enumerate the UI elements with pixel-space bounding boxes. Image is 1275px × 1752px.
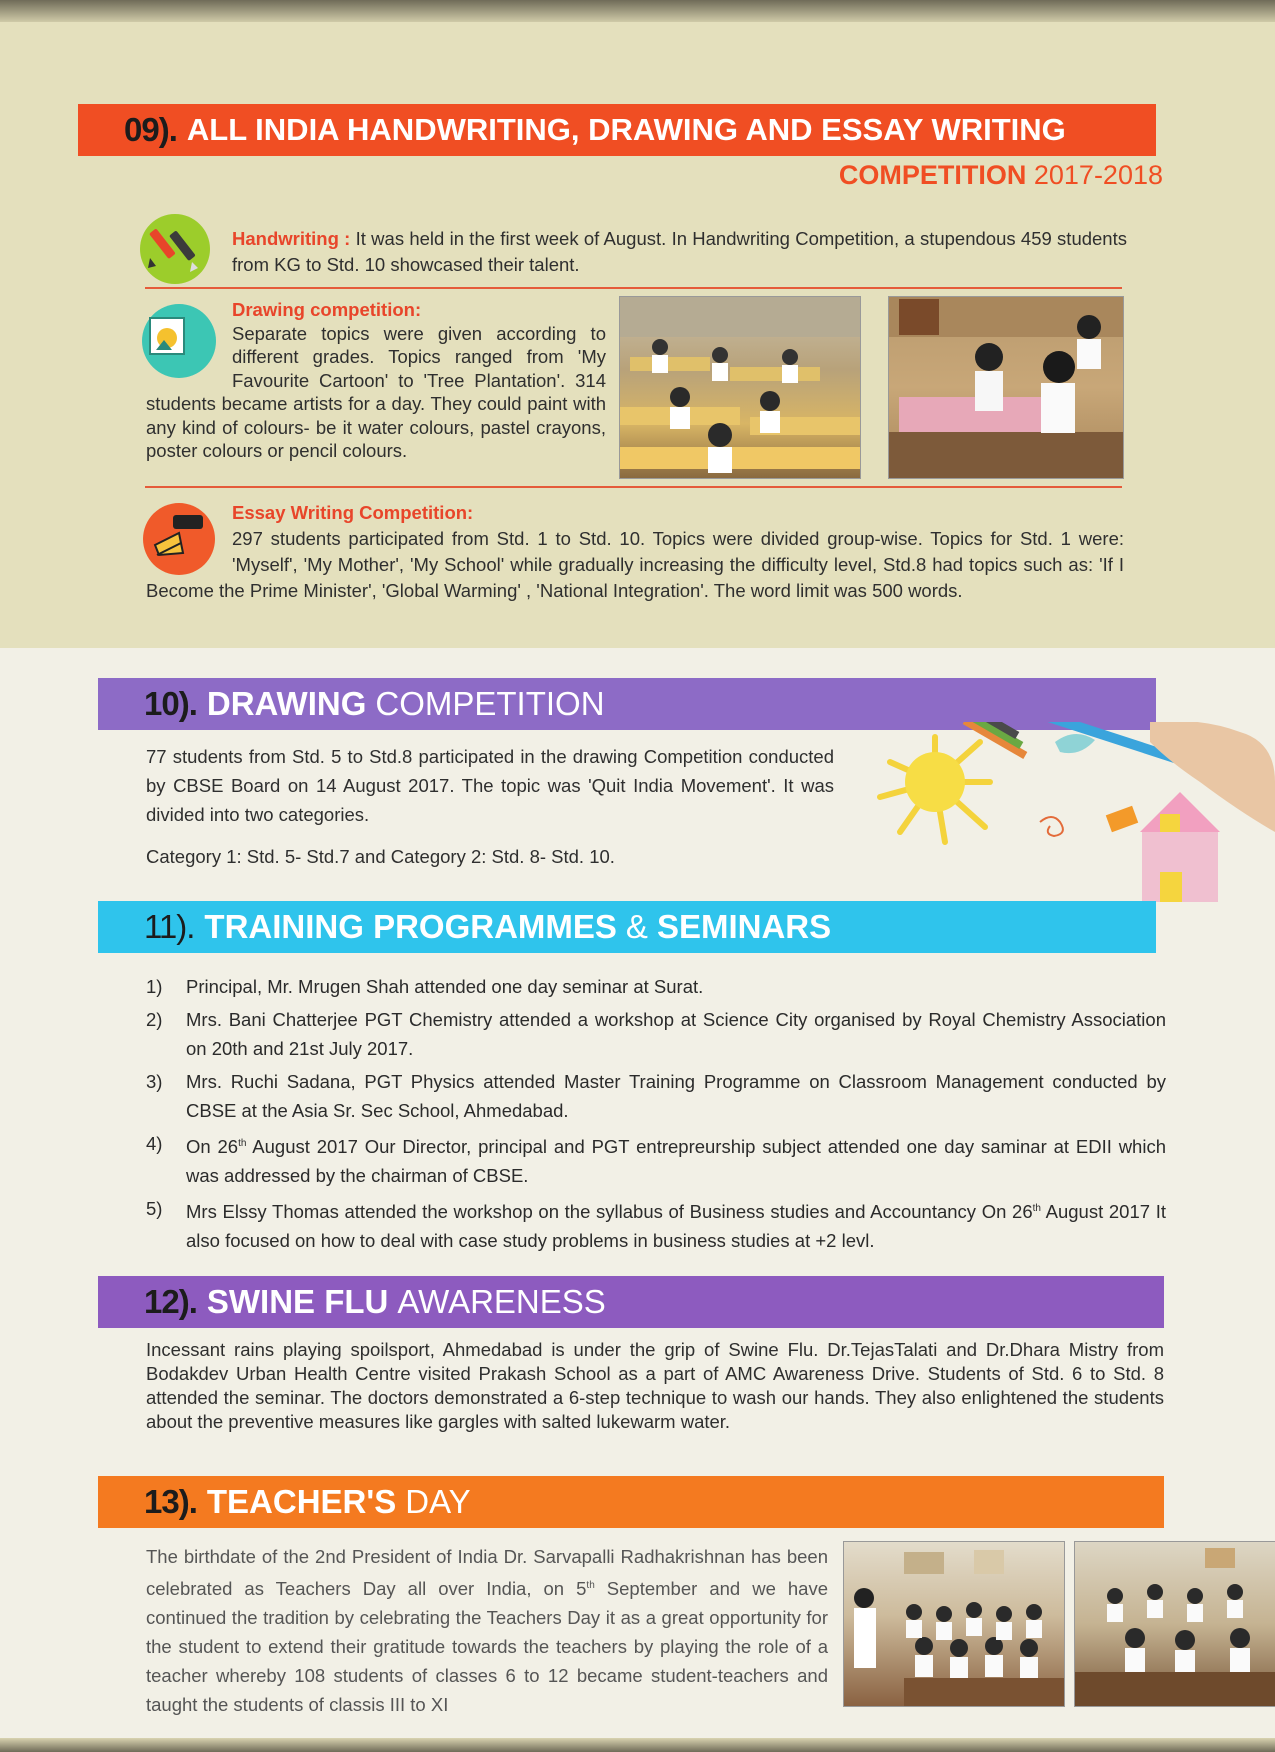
drawing-paragraph — [146, 298, 606, 463]
section-13-title-strong: TEACHER'S — [206, 1483, 397, 1520]
page-bottom-edge — [0, 1738, 1275, 1752]
section-09-subtitle — [839, 160, 1163, 191]
training-list — [146, 972, 1166, 1259]
drawing-photo-students — [888, 296, 1124, 479]
section-13-number: 13). — [144, 1483, 197, 1520]
drawing-heading: Drawing competition: — [232, 299, 422, 320]
divider-2 — [145, 486, 1122, 488]
drawing-text-block — [146, 322, 606, 463]
section-09-subtitle-year: 2017-2018 — [1033, 160, 1163, 190]
drawing-heading-row — [146, 298, 606, 322]
section-10-categories: Category 1: Std. 5- Std.7 and Category 2: Std. 8- Std. 10. — [146, 846, 615, 867]
section-10-title-thin: COMPETITION — [375, 685, 605, 722]
section-13-title-thin: DAY — [405, 1483, 471, 1520]
teachers-day-photo-students — [1074, 1541, 1275, 1707]
essay-text: 297 students participated from Std. 1 to Std. 10. Topics were divided group-wise. Topics for Std. 1 were: 'Myself', 'My Mother', 'My School' while gradually increasing the difficulty level, Std.8 had topics such as: 'If I Become the Prime Minister', 'Global Warming' , 'National Integration'. The word limit was 500 words. — [146, 528, 1124, 601]
section-09-header — [78, 104, 1156, 156]
list-item: 5) Mrs Elssy Thomas attended the workshop on the syllabus of Business studies and Accountancy On 26th August 2017 It also focused on how to deal with case study problems in business studies at +2 levl. — [146, 1198, 1166, 1252]
drawing-text: Separate topics were given according to different grades. Topics ranged from 'My Favourite Cartoon' to 'Tree Plantation'. 314 students became artists for a day. They could paint with any kind of colours- be it water colours, pastel crayons, poster colours or pencil colours. — [146, 322, 606, 461]
section-11-title-amp: & — [625, 908, 648, 945]
handwriting-paragraph — [232, 226, 1127, 278]
section-12-number: 12). — [144, 1283, 197, 1320]
handwriting-text: It was held in the first week of August. In Handwriting Competition, a stupendous 459 students from KG to Std. 10 showcased their talent. — [232, 228, 1127, 275]
section-12-header — [98, 1276, 1164, 1328]
handwriting-heading: Handwriting : — [232, 228, 351, 249]
list-item: 3) Mrs. Ruchi Sadana, PGT Physics attended Master Training Programme on Classroom Management conducted by CBSE at the Asia Sr. Sec School, Ahmedabad. — [146, 1071, 1166, 1121]
section-12-title-strong: SWINE FLU — [206, 1283, 389, 1320]
section-12-title-thin: AWARENESS — [397, 1283, 606, 1320]
section-13-header — [98, 1476, 1164, 1528]
section-10-title-strong: DRAWING — [206, 685, 367, 722]
section-11-title-strong2: SEMINARS — [656, 908, 832, 945]
teachers-day-photo-classroom — [843, 1541, 1065, 1707]
essay-heading: Essay Writing Competition: — [232, 502, 474, 523]
section-10-number: 10). — [144, 685, 197, 722]
pencil-icon — [140, 214, 210, 284]
list-item: 2) Mrs. Bani Chatterjee PGT Chemistry attended a workshop at Science City organised by Royal Chemistry Association on 20th and 21st July 2017. — [146, 1009, 1166, 1059]
list-item: 1) Principal, Mr. Mrugen Shah attended one day seminar at Surat. — [146, 976, 704, 997]
section-11-title-strong: TRAINING PROGRAMMES — [204, 908, 617, 945]
list-item: 4) On 26th August 2017 Our Director, principal and PGT entrepreurship subject attended one day saminar at EDII which was addressed by the chairman of CBSE. — [146, 1133, 1166, 1187]
section-11-number: 11). — [144, 908, 195, 945]
section-11-header — [98, 901, 1156, 953]
section-09-title: ALL INDIA HANDWRITING, DRAWING AND ESSAY WRITING — [186, 112, 1066, 147]
drawing-photo-classroom — [619, 296, 861, 479]
page-top-edge — [0, 0, 1275, 22]
section-10-paragraph: 77 students from Std. 5 to Std.8 participated in the drawing Competition conducted by CBSE Board on 14 August 2017. The topic was 'Quit India Movement'. It was divided into two categories. — [146, 746, 834, 825]
essay-paragraph — [146, 500, 1124, 604]
divider-1 — [145, 287, 1122, 289]
section-09-subtitle-strong: COMPETITION — [838, 160, 1027, 190]
section-09-number: 09). — [124, 111, 177, 148]
section-13-paragraph: The birthdate of the 2nd President of India Dr. Sarvapalli Radhakrishnan has been celebrated as Teachers Day all over India, on 5th September and we have continued the tradition by celebrating the Teachers Day it as a great opportunity for the student to extend their gratitude towards the teachers by playing the role of a teacher whereby 108 students of classes 6 to 12 became student-teachers and taught the students of classis III to XI — [146, 1546, 829, 1716]
section-12-paragraph: Incessant rains playing spoilsport, Ahmedabad is under the grip of Swine Flu. Dr.TejasTalati and Dr.Dhara Mistry from Bodakdev Urban Health Centre visited Prakash School as a part of AMC Awareness Drive. Students of Std. 6 to Std. 8 attended the seminar. The doctors demonstrated a 6-step technique to wash our hands. They also enlightened the students about the preventive measures like gargles with salted lukewarm water. — [146, 1339, 1164, 1432]
